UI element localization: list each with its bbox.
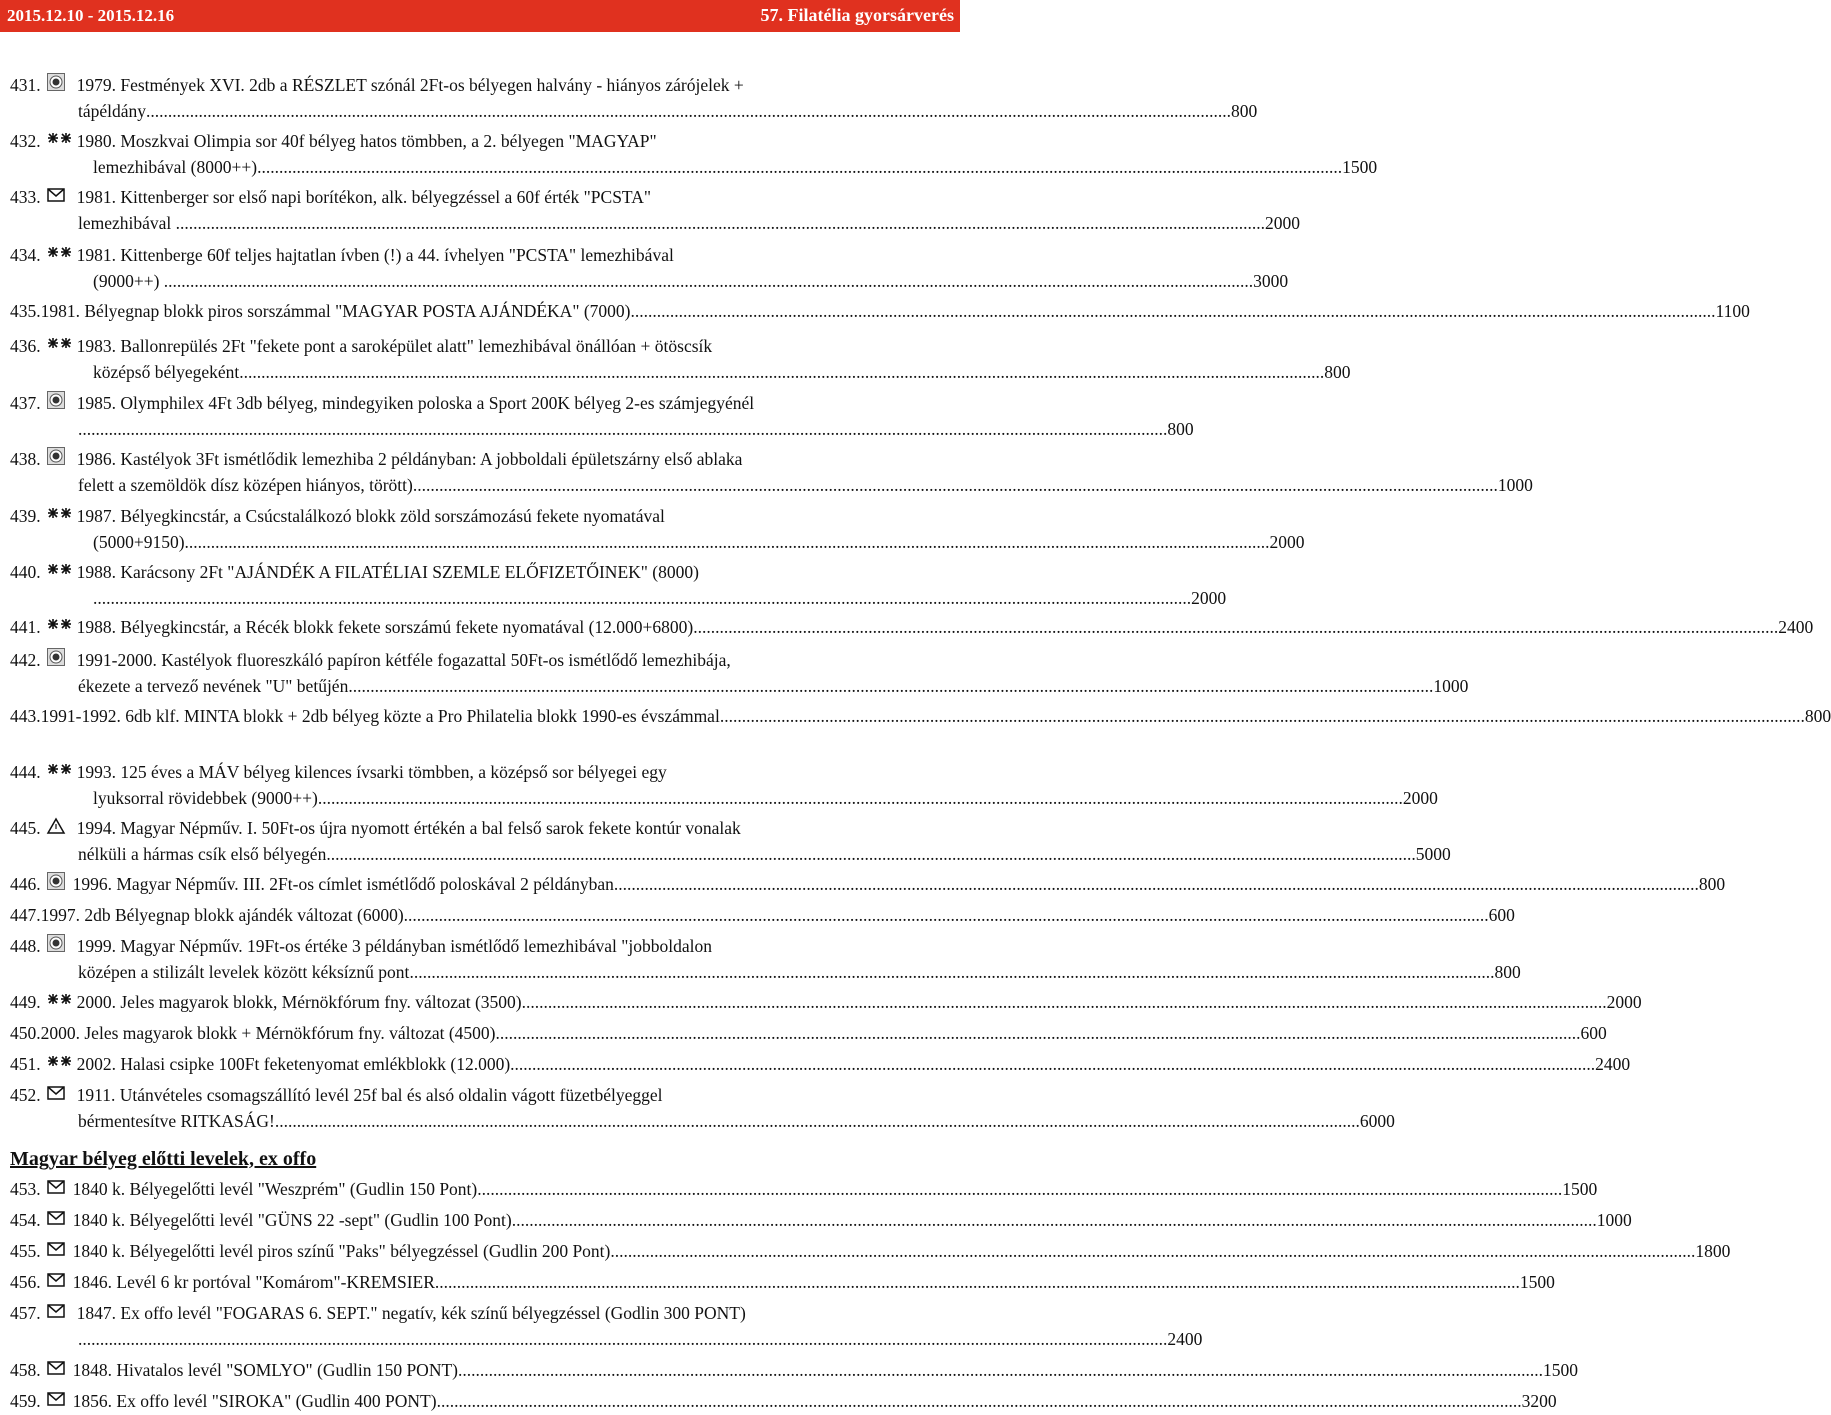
lot-item bbox=[10, 902, 1515, 928]
lot-number: 455. bbox=[10, 1241, 41, 1261]
lot-price: 3000 bbox=[1253, 271, 1289, 291]
lot-item bbox=[10, 1300, 1203, 1352]
lot-number: 432. bbox=[10, 131, 41, 151]
lot-number: 434. bbox=[10, 245, 41, 265]
lot-price: 2000 bbox=[1269, 532, 1305, 552]
lot-price: 3200 bbox=[1521, 1391, 1557, 1411]
dot-leader bbox=[82, 416, 1167, 442]
lot-price: 5000 bbox=[1415, 844, 1451, 864]
dot-leader bbox=[168, 268, 1253, 294]
lot-price: 800 bbox=[1698, 874, 1726, 894]
lot-description: 1979. Festmények XVI. 2db a RÉSZLET szónál 2Ft-os bélyegen halvány - hiányos zárójelek + bbox=[76, 75, 744, 95]
lot-number: 449. bbox=[10, 992, 41, 1012]
dot-leader bbox=[413, 472, 1498, 498]
dot-leader bbox=[239, 359, 1324, 385]
dot-leader bbox=[477, 1176, 1562, 1202]
dot-leader bbox=[522, 989, 1607, 1015]
lot-description: 1983. Ballonrepülés 2Ft "fekete pont a saroképület alatt" lemezhibával önállóan + ötöscsík bbox=[76, 336, 713, 356]
lot-description-continued: bérmentesítve RITKASÁG! bbox=[78, 1111, 275, 1131]
lot-item bbox=[10, 242, 1289, 294]
lot-item bbox=[10, 184, 1301, 236]
lot-price: 2400 bbox=[1595, 1054, 1631, 1074]
lot-price: 1500 bbox=[1562, 1179, 1598, 1199]
lot-number: 445. bbox=[10, 818, 41, 838]
lot-price: 800 bbox=[1231, 101, 1258, 121]
envelope-icon bbox=[47, 1176, 65, 1194]
lot-price: 800 bbox=[1494, 962, 1521, 982]
dot-leader bbox=[631, 298, 1716, 324]
lot-price: 2000 bbox=[1191, 588, 1227, 608]
lot-number: 453. bbox=[10, 1179, 41, 1199]
lot-price: 1500 bbox=[1542, 1360, 1578, 1380]
circle-stamp-icon bbox=[47, 446, 69, 464]
dot-leader bbox=[82, 1326, 1167, 1352]
dot-leader bbox=[614, 871, 1699, 897]
envelope-icon bbox=[47, 1357, 65, 1375]
lot-number: 458. bbox=[10, 1360, 41, 1380]
lot-description: 1991-2000. Kastélyok fluoreszkáló papíron kétféle fogazattal 50Ft-os ismétlődő lemezhibája, bbox=[76, 650, 731, 670]
lot-number: 431. bbox=[10, 75, 41, 95]
lot-description-continued: . bbox=[78, 1329, 83, 1349]
lot-number: 442. bbox=[10, 650, 41, 670]
lot-number: 457. bbox=[10, 1303, 41, 1323]
lot-description: 1994. Magyar Népműv. I. 50Ft-os újra nyomott értékén a bal felső sarok fekete kontúr vonalak bbox=[76, 818, 741, 838]
lot-description: 1847. Ex offo levél "FOGARAS 6. SEPT." negatív, kék színű bélyegzéssel (Godlin 300 PONT) bbox=[76, 1303, 746, 1323]
dot-leader bbox=[185, 529, 1270, 555]
dot-leader bbox=[458, 1357, 1543, 1383]
double-star-icon bbox=[47, 503, 69, 521]
lot-number: 450. bbox=[10, 1023, 41, 1043]
dot-leader bbox=[437, 1388, 1522, 1414]
lot-price: 2400 bbox=[1167, 1329, 1203, 1349]
lot-description-continued: tápéldány bbox=[78, 101, 147, 121]
lot-description-continued: (5000+9150) bbox=[93, 532, 185, 552]
envelope-icon bbox=[47, 1300, 69, 1318]
envelope-icon bbox=[47, 1269, 65, 1287]
envelope-icon bbox=[47, 1238, 65, 1256]
lot-number: 436. bbox=[10, 336, 41, 356]
dot-leader bbox=[180, 210, 1265, 236]
lot-description: 1981. Bélyegnap blokk piros sorszámmal "MAGYAR POSTA AJÁNDÉKA" (7000) bbox=[40, 301, 631, 321]
lot-price: 2000 bbox=[1265, 213, 1301, 233]
lot-number: 448. bbox=[10, 936, 41, 956]
lot-description: 1997. 2db Bélyegnap blokk ajándék változat (6000) bbox=[40, 905, 404, 925]
lot-description-continued: nélküli a hármas csík első bélyegén. bbox=[78, 844, 331, 864]
dot-leader bbox=[404, 902, 1489, 928]
lot-description: 1846. Levél 6 kr portóval "Komárom"-KREMSIER bbox=[72, 1272, 435, 1292]
lot-description: 1996. Magyar Népműv. III. 2Ft-os címlet ismétlődő poloskával 2 példányban bbox=[72, 874, 614, 894]
lot-price: 1100 bbox=[1715, 301, 1750, 321]
dot-leader bbox=[257, 154, 1342, 180]
lot-item bbox=[10, 989, 1642, 1015]
double-star-icon bbox=[47, 559, 69, 577]
date-range: 2015.12.10 - 2015.12.16 bbox=[7, 6, 175, 25]
lot-description: 2002. Halasi csipke 100Ft feketenyomat emlékblokk (12.000) bbox=[76, 1054, 511, 1074]
page-header bbox=[0, 0, 960, 32]
lot-item bbox=[10, 1051, 1631, 1077]
lot-item bbox=[10, 1176, 1598, 1202]
lot-number: 439. bbox=[10, 506, 41, 526]
lot-price: 1000 bbox=[1596, 1210, 1632, 1230]
dot-leader bbox=[106, 585, 1191, 611]
lot-item bbox=[10, 815, 1451, 867]
lot-description-continued: ... bbox=[93, 588, 107, 608]
lot-description: 2000. Jeles magyarok blokk, Mérnökfórum fny. változat (3500) bbox=[76, 992, 522, 1012]
lot-number: 438. bbox=[10, 449, 41, 469]
lot-number: 452. bbox=[10, 1085, 41, 1105]
lot-description: 2000. Jeles magyarok blokk + Mérnökfórum fny. változat (4500) bbox=[40, 1023, 496, 1043]
double-star-icon bbox=[47, 333, 69, 351]
lot-item bbox=[10, 503, 1305, 555]
dot-leader bbox=[318, 785, 1403, 811]
lot-item bbox=[10, 72, 1258, 124]
lot-number: 437. bbox=[10, 393, 41, 413]
lot-price: 1500 bbox=[1342, 157, 1378, 177]
lot-item bbox=[10, 390, 1194, 442]
lot-item bbox=[10, 559, 1227, 611]
auction-title: 57. Filatélia gyorsárverés bbox=[760, 5, 954, 25]
lot-number: 446. bbox=[10, 874, 41, 894]
double-star-icon bbox=[47, 614, 69, 632]
lot-price: 1800 bbox=[1695, 1241, 1731, 1261]
envelope-icon bbox=[47, 1207, 65, 1225]
dot-leader bbox=[693, 614, 1778, 640]
dot-leader bbox=[331, 841, 1416, 867]
lot-description: 1840 k. Bélyegelőtti levél piros színű "Paks" bélyegzéssel (Gudlin 200 Pont) bbox=[72, 1241, 611, 1261]
lot-item bbox=[10, 614, 1814, 640]
lot-description: 1848. Hivatalos levél "SOMLYO" (Gudlin 150 PONT) bbox=[72, 1360, 458, 1380]
lot-number: 441. bbox=[10, 617, 41, 637]
lot-item bbox=[10, 1082, 1395, 1134]
lot-number: 454. bbox=[10, 1210, 41, 1230]
lot-description-continued: lemezhibával (8000++) bbox=[93, 157, 258, 177]
lot-item bbox=[10, 128, 1378, 180]
lot-price: 2000 bbox=[1402, 788, 1438, 808]
lot-item bbox=[10, 1238, 1731, 1264]
lot-description-continued: középső bélyegeként bbox=[93, 362, 240, 382]
lot-item bbox=[10, 1020, 1607, 1046]
lot-number: 443. bbox=[10, 706, 41, 726]
lot-price: 2400 bbox=[1778, 617, 1814, 637]
double-star-icon bbox=[47, 1051, 69, 1069]
dot-leader bbox=[348, 673, 1433, 699]
lot-price: 600 bbox=[1488, 905, 1515, 925]
lot-price: 1000 bbox=[1433, 676, 1469, 696]
lot-description: 1981. Kittenberge 60f teljes hajtatlan ívben (!) a 44. ívhelyen "PCSTA" lemezhibával bbox=[76, 245, 674, 265]
lot-description: 1840 k. Bélyegelőtti levél "GÜNS 22 -sept" (Gudlin 100 Pont) bbox=[72, 1210, 512, 1230]
lot-number: 447. bbox=[10, 905, 41, 925]
lot-item bbox=[10, 871, 1726, 897]
lot-description: 1986. Kastélyok 3Ft ismétlődik lemezhiba 2 példányban: A jobboldali épületszárny első ablaka bbox=[76, 449, 743, 469]
lot-description-continued: középen a stilizált levelek között kéksíznű pont bbox=[78, 962, 410, 982]
lot-item bbox=[10, 759, 1438, 811]
double-star-icon bbox=[47, 759, 69, 777]
envelope-icon bbox=[47, 184, 69, 202]
lot-item bbox=[10, 446, 1533, 498]
lot-item bbox=[10, 1388, 1557, 1414]
lot-number: 451. bbox=[10, 1054, 41, 1074]
lot-description: 1856. Ex offo levél "SIROKA" (Gudlin 400 PONT) bbox=[72, 1391, 437, 1411]
dot-leader bbox=[275, 1108, 1360, 1134]
lot-item bbox=[10, 933, 1521, 985]
circle-stamp-icon bbox=[47, 72, 69, 90]
lot-number: 440. bbox=[10, 562, 41, 582]
lot-item bbox=[10, 1207, 1632, 1233]
section-title: Magyar bélyeg előtti levelek, ex offo bbox=[10, 1148, 317, 1170]
lot-description-continued: . bbox=[78, 419, 83, 439]
lot-price: 6000 bbox=[1359, 1111, 1395, 1131]
envelope-icon bbox=[47, 1082, 69, 1100]
lot-price: 1000 bbox=[1497, 475, 1533, 495]
lot-description: 1999. Magyar Népműv. 19Ft-os értéke 3 példányban ismétlődő lemezhibával "jobboldalon bbox=[76, 936, 712, 956]
lot-description-continued: ékezete a tervező nevének "U" betűjén bbox=[78, 676, 349, 696]
dot-leader bbox=[409, 959, 1494, 985]
lot-item bbox=[10, 703, 1831, 729]
dot-leader bbox=[496, 1020, 1581, 1046]
lot-price: 1500 bbox=[1519, 1272, 1555, 1292]
lot-description: 1988. Karácsony 2Ft "AJÁNDÉK A FILATÉLIAI SZEMLE ELŐFIZETŐINEK" (8000) bbox=[76, 562, 699, 582]
lot-description: 1985. Olymphilex 4Ft 3db bélyeg, mindegyiken poloska a Sport 200K bélyeg 2-es számjegyénél bbox=[76, 393, 755, 413]
lot-price: 600 bbox=[1580, 1023, 1607, 1043]
lot-description: 1980. Moszkvai Olimpia sor 40f bélyeg hatos tömbben, a 2. bélyegen "MAGYAP" bbox=[76, 131, 657, 151]
circle-stamp-icon bbox=[47, 647, 69, 665]
lot-description: 1987. Bélyegkincstár, a Csúcstalálkozó blokk zöld sorszámozású fekete nyomatával bbox=[76, 506, 665, 526]
dot-leader bbox=[510, 1051, 1595, 1077]
dot-leader bbox=[435, 1269, 1520, 1295]
double-star-icon bbox=[47, 128, 69, 146]
double-star-icon bbox=[47, 989, 69, 1007]
lot-item bbox=[10, 298, 1750, 324]
triangle-icon bbox=[47, 815, 69, 833]
lot-number: 459. bbox=[10, 1391, 41, 1411]
dot-leader bbox=[146, 98, 1231, 124]
lot-description-continued: lyuksorral rövidebbek (9000++) bbox=[93, 788, 318, 808]
lot-number: 456. bbox=[10, 1272, 41, 1292]
lot-description: 1981. Kittenberger sor első napi borítékon, alk. bélyegzéssel a 60f érték "PCSTA" bbox=[76, 187, 651, 207]
lot-price: 800 bbox=[1167, 419, 1194, 439]
lot-description: 1991-1992. 6db klf. MINTA blokk + 2db bélyeg közte a Pro Philatelia blokk 1990-es évszámmal bbox=[40, 706, 720, 726]
lot-item bbox=[10, 1269, 1555, 1295]
lot-description: 1988. Bélyegkincstár, a Récék blokk fekete sorszámú fekete nyomatával (12.000+6800) bbox=[76, 617, 694, 637]
lot-description-continued: (9000++) . bbox=[93, 271, 169, 291]
double-star-icon bbox=[47, 242, 69, 260]
lot-number: 444. bbox=[10, 762, 41, 782]
dot-leader bbox=[720, 703, 1805, 729]
lot-number: 435. bbox=[10, 301, 41, 321]
lot-description: 1993. 125 éves a MÁV bélyeg kilences ívsarki tömbben, a középső sor bélyegei egy bbox=[76, 762, 667, 782]
lot-price: 2000 bbox=[1606, 992, 1642, 1012]
envelope-icon bbox=[47, 1388, 65, 1406]
lot-description-continued: felett a szemöldök dísz középen hiányos, törött) bbox=[78, 475, 413, 495]
lot-price: 800 bbox=[1804, 706, 1831, 726]
lot-item bbox=[10, 1357, 1578, 1383]
lot-number: 433. bbox=[10, 187, 41, 207]
circle-stamp-icon bbox=[47, 871, 65, 889]
dot-leader bbox=[512, 1207, 1597, 1233]
lot-item bbox=[10, 647, 1469, 699]
circle-stamp-icon bbox=[47, 390, 69, 408]
lot-description: 1911. Utánvételes csomagszállító levél 25f bal és alsó oldalin vágott füzetbélyeggel bbox=[76, 1085, 663, 1105]
lot-price: 800 bbox=[1324, 362, 1351, 382]
lot-description: 1840 k. Bélyegelőtti levél "Weszprém" (Gudlin 150 Pont) bbox=[72, 1179, 478, 1199]
lot-description-continued: lemezhibával . bbox=[78, 213, 181, 233]
dot-leader bbox=[610, 1238, 1695, 1264]
lot-item bbox=[10, 333, 1351, 385]
circle-stamp-icon bbox=[47, 933, 69, 951]
